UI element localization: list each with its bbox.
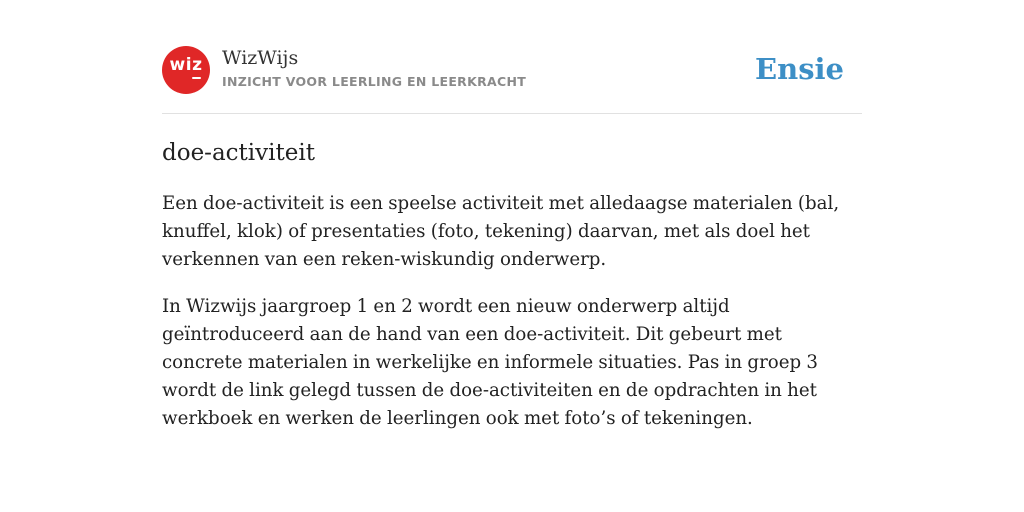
header [162, 46, 862, 114]
logo-text: wiz [169, 55, 203, 75]
entry-paragraph: In Wizwijs jaargroep 1 en 2 wordt een nieuw onderwerp altijd geïntroduceerd aan de hand van een doe-activiteit. Dit gebeurt met concrete materialen in werkelijke en informele situaties. Pas in groep 3 wordt de link gelegd tussen de doe-activiteiten en de opdrachten in het werkboek en werken de leerlingen ook met foto’s of tekeningen. [162, 296, 818, 429]
logo-underline-mark [192, 77, 201, 79]
brand-tagline: INZICHT VOOR LEERLING EN LEERKRACHT [222, 74, 527, 89]
wizwijs-logo[interactable] [162, 46, 210, 94]
entry-paragraph: Een doe-activiteit is een speelse activiteit met alledaagse materialen (bal, knuffel, klok) of presentaties (foto, tekening) daarvan, met als doel het verkennen van een reken-wiskundig onderwerp. [162, 193, 840, 270]
brand-name[interactable]: WizWijs [222, 47, 299, 69]
entry-term: doe-activiteit [162, 140, 315, 166]
ensie-logo[interactable]: Ensie [755, 52, 844, 86]
